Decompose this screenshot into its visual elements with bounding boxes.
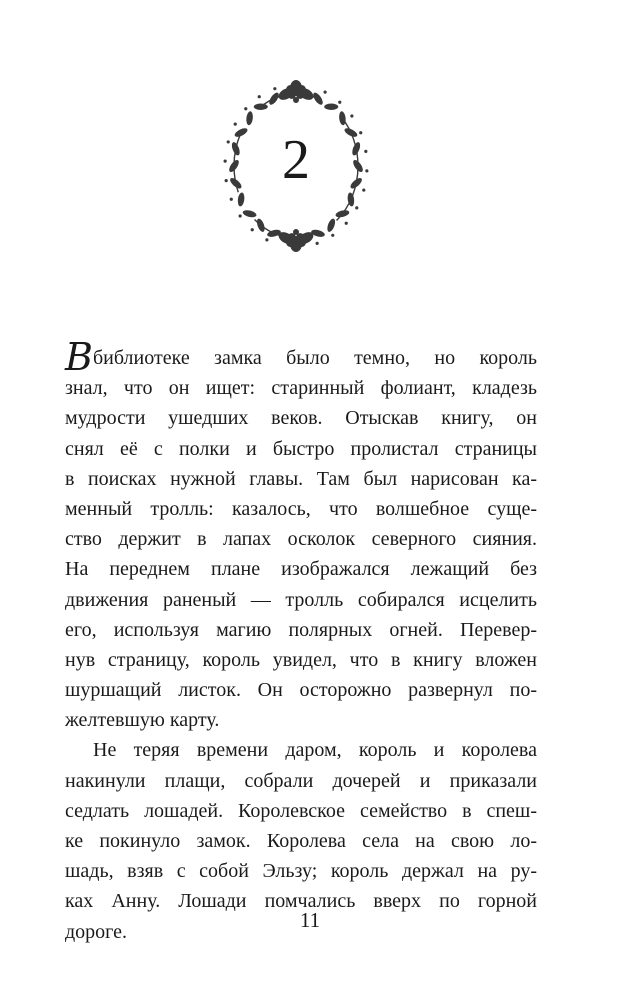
ornament-dot xyxy=(258,95,261,98)
ornament-dot xyxy=(350,114,353,117)
ornament-dot xyxy=(234,123,237,126)
text-line: ке покинуло замок. Королева села на свою ло- xyxy=(65,830,537,852)
text-line: Не теряя времени даром, король и королева xyxy=(93,739,537,762)
text-line: ство держит в лапах осколок северного сияния. xyxy=(65,528,537,551)
text-line: движения раненый — тролль собирался исцелить xyxy=(65,588,537,611)
text-line: накинули плащи, собрали дочерей и приказали xyxy=(65,769,537,792)
ornament-dot xyxy=(331,234,334,237)
ornament-dot xyxy=(244,107,247,110)
text-line: менный тролль: казалось, что волшебное суще- xyxy=(65,497,537,520)
page-number: 11 xyxy=(299,908,321,932)
ornament-dot xyxy=(338,101,341,104)
ornament-dot xyxy=(251,228,254,231)
text-line: шадь, взяв с собой Эльзу; король держал на ру- xyxy=(65,860,537,883)
text-line: На переднем плане изображался лежащий без xyxy=(65,558,537,581)
text-line: нув страницу, король увидел, что в книгу вложен xyxy=(65,648,537,671)
ornament-leaf xyxy=(242,209,257,218)
drop-cap: В xyxy=(65,335,93,379)
ornament-leaf xyxy=(237,192,245,207)
ornament-leaf xyxy=(324,103,338,109)
ornament-leaf xyxy=(246,111,254,126)
paragraph-1 xyxy=(65,335,537,735)
text-line: его, используя магию полярных огней. Перевер- xyxy=(65,618,537,641)
text-line: шуршащий листок. Он осторожно развернул по- xyxy=(65,679,537,702)
text-line: дороге. xyxy=(65,920,127,943)
ornament-flower xyxy=(277,80,316,103)
ornament-leaf xyxy=(326,218,337,233)
ornament-dot xyxy=(345,222,348,225)
text-line: желтевшую карту. xyxy=(65,709,220,732)
text-line: седлать лошадей. Королевское семейство в спеш- xyxy=(65,799,537,822)
ornament-leaf xyxy=(311,91,324,106)
ornament-dot xyxy=(239,214,242,217)
ornament-dot xyxy=(265,238,268,241)
text-line: мудрости ушедших веков. Отыскав книгу, он xyxy=(65,407,537,430)
text-line: в поисках нужной главы. Там был нарисован ка- xyxy=(65,467,537,490)
ornament-dot xyxy=(230,198,233,201)
text-line: библиотеке замка было темно, но король xyxy=(93,347,537,369)
ornament-dot xyxy=(355,206,358,209)
ornament-dot xyxy=(324,91,327,94)
text-line: снял её с полки и быстро пролистал страницы xyxy=(65,437,537,460)
ornament-dot xyxy=(273,87,276,90)
ornament-dot xyxy=(316,242,319,245)
text-line: ках Анну. Лошади помчались вверх по горной xyxy=(65,890,537,913)
text-line: знал, что он ищет: старинный фолиант, кладезь xyxy=(65,377,537,400)
chapter-number: 2 xyxy=(282,129,310,191)
body-text xyxy=(65,335,537,947)
ornament-flower xyxy=(277,229,316,252)
